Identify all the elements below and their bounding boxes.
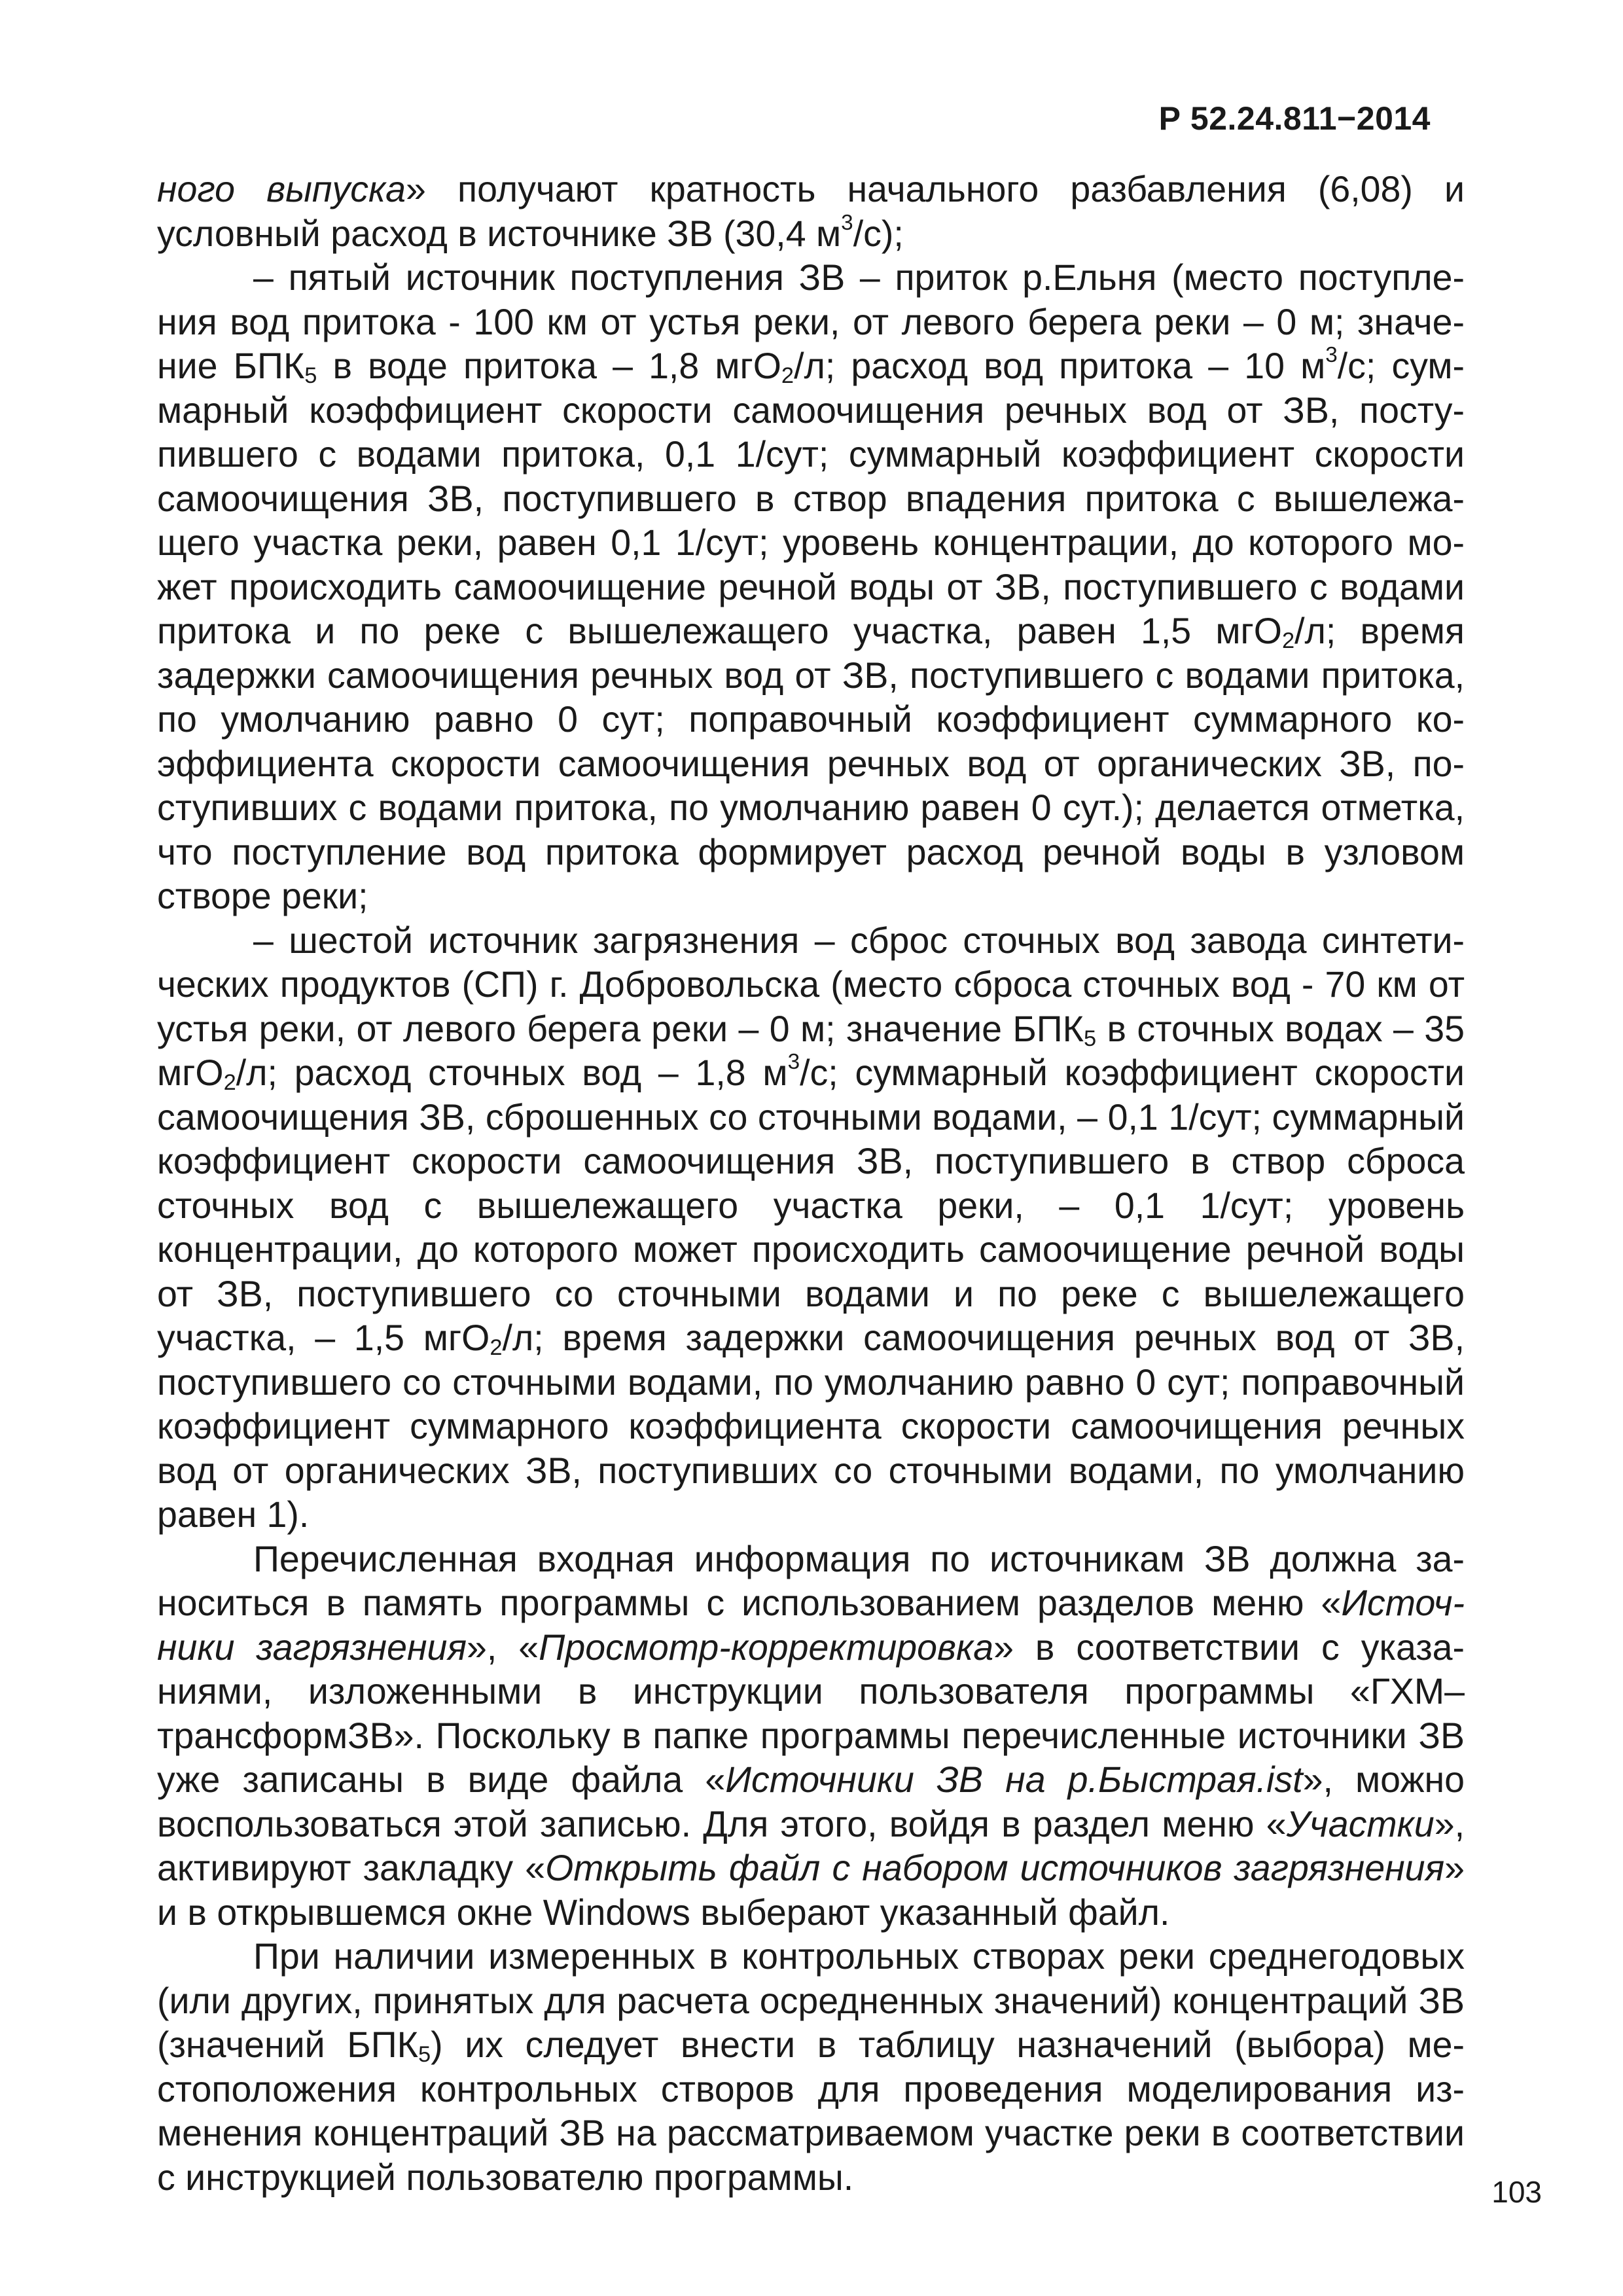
italic-span: Участки (1286, 1803, 1435, 1844)
paragraph-3: – шестой источник загрязнения – сброс сточных вод завода синтетических продуктов (СП) г. Добровольска (место сброса сточных вод - 70 км от устья реки, от левого берега реки – 0 м; значение $БПК_5$ в сточных водах – 35 мгО$_2$/л; расход сточных вод – 1,8 $м^3/с$; суммарный коэффициент скорости самоочищения ЗВ, сброшенных со сточными водами, – 0,1 1/сут; суммарный коэффициент скорости самоочищения ЗВ, поступившего в створ сброса сточных вод с вышележащего участка реки, – 0,1 1/сут; уровень концентрации, до которого может происходить самоочищение речной воды от ЗВ, поступившего со сточными водами и по реке с вышележащего участка, – 1,5 мгО$_2$/л; время задержки самоочищения речных вод от ЗВ, поступившего со сточными водами, по умолчанию равно 0 сут; поправочный коэффициент суммарного коэффициента скорости самоочищения речных вод от органических ЗВ, поступивших со сточными водами, по умолчанию равен 1). (157, 920, 1465, 1535)
document-body (157, 168, 1465, 2200)
italic-span: Источники ЗВ на р.Быстрая.ist (725, 1759, 1303, 1800)
paragraph-2: – пятый источник поступления ЗВ – приток р.Ельня (место поступления вод притока - 100 км от устья реки, от левого берега реки – 0 м; значение $БПК_5$ в воде притока – 1,8 мгО$_2$/л; расход вод притока – 10 $м^3/с$; суммарный коэффициент скорости самоочищения речных вод от ЗВ, поступившего с водами притока, 0,1 1/сут; суммарный коэффициент скорости самоочищения ЗВ, поступившего в створ впадения притока с вышележащего участка реки, равен 0,1 1/сут; уровень концентрации, до которого может происходить самоочищение речной воды от ЗВ, поступившего с водами притока и по реке с вышележащего участка, равен 1,5 мгО$_2$/л; время задержки самоочищения речных вод от ЗВ, поступившего с водами притока, по умолчанию равно 0 сут; поправочный коэффициент суммарного коэффициента скорости самоочищения речных вод от органических ЗВ, поступивших с водами притока, по умолчанию равен 0 сут.); делается отметка, что поступление вод притока формирует расход речной воды в узловом створе реки; (157, 257, 1465, 916)
italic-span: Просмотр-корректировка (539, 1626, 994, 1668)
italic-span: ного выпуска (157, 169, 406, 209)
italic-span: Открыть файл с набором источников загрязнения (545, 1848, 1445, 1888)
paragraph-5: При наличии измеренных в контрольных створах реки среднегодовых (или других, принятых для расчета осредненных значений) концентраций ЗВ (значений $БПК_5$) их следует внести в таблицу назначений (выбора) местоположения контрольных створов для проведения моделирования изменения концентраций ЗВ на рассматриваемом участке реки в соответствии с инструкцией пользователю программы. (157, 1936, 1465, 2198)
document-code: Р 52.24.811−2014 (1158, 100, 1431, 137)
italic-span: Источники загрязнения (157, 1583, 1465, 1668)
page-number: 103 (1491, 2175, 1542, 2209)
paragraph-1: ного выпуска» получают кратность начального разбавления (6,08) и условный расход в источнике ЗВ (30,4 $м^3/с$); (157, 169, 1465, 254)
paragraph-4: Перечисленная входная информация по источникам ЗВ должна заноситься в память программы с использованием разделов меню «Источники загрязнения», «Просмотр-корректировка» в соответствии с указаниями, изложенными в инструкции пользователя программы «ГХМ–трансформЗВ». Поскольку в папке программы перечисленные источники ЗВ уже записаны в виде файла «Источники ЗВ на р.Быстрая.ist», можно воспользоваться этой записью. Для этого, войдя в раздел меню «Участки», активируют закладку «Открыть файл с набором источников загрязнения» и в открывшемся окне Windows выберают указанный файл. (157, 1538, 1465, 1933)
